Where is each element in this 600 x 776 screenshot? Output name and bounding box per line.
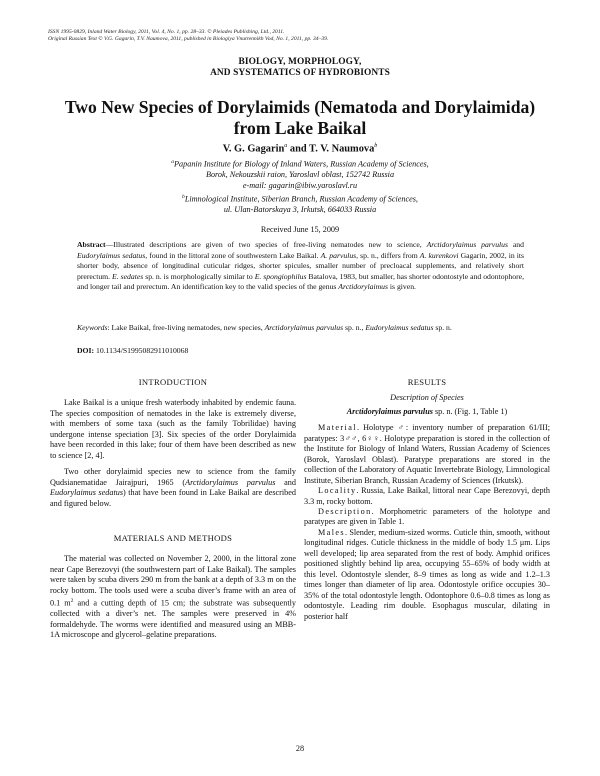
species-name: E. sedates: [112, 271, 144, 281]
locality-text: . Russia, Lake Baikal, littoral near Cape Berezovyi, depth 3.3 m, rocky bottom.: [304, 486, 550, 506]
right-column: [304, 377, 550, 622]
keywords-label: Keywords: [77, 323, 108, 332]
species-heading-rest: sp. n. (Fig. 1, Table 1): [432, 406, 508, 416]
affiliation-a-line-2: Borok, Nekouzskii raion, Yaroslavl oblast, 152742 Russia: [205, 170, 395, 180]
abstract-text-3: , found in the littoral zone of southwestern Lake Baikal.: [145, 250, 321, 260]
page-number: 28: [295, 744, 305, 753]
locality-paragraph: [304, 486, 550, 507]
keyword-species: Eudorylaimus sedatus: [365, 323, 434, 332]
section-heading: [0, 57, 600, 79]
abstract-text-8: is given.: [387, 282, 416, 291]
species-name: Arctidorylaimus parvulus: [346, 406, 433, 416]
species-name: Eudorylaimus sedatus: [77, 250, 146, 260]
author-email: e-mail: gagarin@ibiw.yaroslavl.ru: [242, 180, 358, 190]
keywords-text-2: sp. n.,: [343, 323, 366, 332]
material-text: . Holotype ♂: inventory number of preparation 61/III; paratypes: 3♂♂, 6♀♀. Holotype preparation is stored in the collection of the Institute for Biology of Inland Waters, Russian Academy of Sciences (Borok, Yaroslavl Oblast). Paratype preparations are stored in the collection of the Laboratory of Aquatic Invertebrate Biology, Limnological Institute, Siberian Branch, Russian Academy of Sciences (Irkutsk).: [304, 423, 550, 485]
description-paragraph: [304, 507, 550, 528]
keyword-species: Arctidorylaimus parvulus: [264, 323, 344, 332]
abstract-text-7: Batalova, 1983, but smaller, has shorter odontostyle and odontophore, and longer tail and prerectum. An identification key to the valid species of the genus: [77, 271, 524, 291]
species-name: A. parvulus,: [320, 250, 359, 260]
keywords: [77, 323, 524, 334]
affiliation-b-line-2: ul. Ulan-Batorskaya 3, Irkutsk, 664033 Russia: [223, 204, 377, 214]
description-text: . Morphometric parameters of the holotype and paratypes are given in Table 1.: [304, 506, 550, 527]
left-column: [50, 377, 296, 641]
author-1: V. G. Gagarin: [222, 143, 285, 155]
journal-header: [48, 29, 328, 43]
affiliations: [80, 157, 520, 215]
material-paragraph: [304, 423, 550, 486]
species-name: E. spongiophilus: [254, 271, 307, 281]
affiliation-a-mark: a: [171, 159, 175, 165]
affiliation-a-text: Papanin Institute for Biology of Inland Waters, Russian Academy of Sciences,: [174, 159, 429, 169]
abstract-text-6: sp. n. is morphologically similar to: [143, 271, 255, 281]
keywords-text-3: sp. n.: [433, 323, 452, 332]
males-paragraph: [304, 528, 550, 622]
affiliation-b-mark: b: [182, 193, 185, 200]
author-2: T. V. Naumova: [309, 143, 375, 155]
abstract-text-4: sp. n., differs from: [358, 250, 420, 260]
locality-label: Locality: [318, 486, 357, 496]
species-name: A. kurenkovi: [419, 250, 459, 260]
journal-header-line-2: Original Russian Text © V.G. Gagarin, T.V. Naumova, 2011, published in Biologiya Vnutrennikh Vod, No. 1, 2011, pp. 34–39.: [48, 36, 329, 42]
author-1-affil-mark: a: [284, 143, 288, 149]
abstract: [77, 240, 524, 293]
keywords-text-1: : Lake Baikal, free-living nematodes, new species,: [107, 323, 265, 332]
intro-paragraph-2: [50, 467, 296, 509]
journal-header-line-1: ISSN 1995-0829, Inland Water Biology, 2011, Vol. 4, No. 1, pp. 28–33. © Pleiades Publishing, Ltd., 2011.: [48, 29, 285, 35]
intro-paragraph-2-text-3: ) that have been found in Lake Baikal are described and figured below.: [50, 488, 296, 508]
males-text: . Slender, medium-sized worms. Cuticle thin, smooth, without longitudinal ridges. Cuticle thickness in the middle of body 1.5 μm. Lips well developed; lip area separated from the rest of body. Amphid orifices positioned slightly behind lip area, occupying 55–65% of body width at this level. Odontostyle slender, 8–9 times as long as wide and 1.2–1.3 times longer than diameter of lip area. Odontostyle orifice occupies 30–35% of the total odontostyle length. Odontophore 0.6–0.8 times as long as odontostyle. Leading rim double. Esophagus muscular, dilating in posterior half: [304, 527, 550, 621]
authors-and: and: [287, 143, 310, 155]
species-name: Arctidorylaimus parvulus: [185, 477, 276, 487]
species-name: Arctidorylaimus parvulus: [426, 240, 509, 249]
doi: [77, 346, 524, 357]
materials-paragraph: [50, 554, 296, 640]
intro-paragraph-1: Lake Baikal is a unique fresh waterbody inhabited by endemic fauna. The species composition of nematodes in the lake is extremely diverse, with members of some taxa (such as the family Tobrilidae) having undergone intense speciation [3]. Six species of the order Dorylaimida have been recorded in this lake; four of them have been described as new to science [2, 4].: [50, 398, 296, 460]
results-heading: RESULTS: [407, 377, 447, 387]
material-label: Material: [318, 423, 357, 433]
materials-text-1: The material was collected on November 2, 2000, in the littoral zone near Cape Berezovyi (the southwestern part of Lake Baikal). The samples were taken by scuba divers 290 m from the bank at a depth of 3.3 m on the rocky bottom. The tools used were a scuba diver’s frame with an area of 0.1 m: [50, 554, 296, 608]
genus-name: Arctidorylaimus: [338, 282, 388, 291]
section-heading-line-1: BIOLOGY, MORPHOLOGY,: [238, 57, 362, 67]
abstract-text-5: Gagarin, 2002, in its shorter body, absence of longitudinal cuticular ridges, shorter spicules, smaller number of precloacal supplements, and relatively short prerectum.: [77, 250, 525, 281]
article-title-line-1: Two New Species of Dorylaimids (Nematoda and Dorylaimida): [64, 97, 536, 117]
affiliation-a-line-1: [80, 157, 520, 170]
affiliation-b-line-1: [80, 192, 520, 205]
materials-methods-heading: MATERIALS AND METHODS: [113, 532, 233, 543]
description-heading: Description of Species: [390, 393, 464, 403]
affiliation-b-text: Limnological Institute, Siberian Branch, Russian Academy of Sciences,: [184, 194, 418, 204]
article-title: [40, 97, 560, 138]
section-heading-line-2: AND SYSTEMATICS OF HYDROBIONTS: [210, 68, 390, 78]
males-label: Males: [318, 527, 346, 537]
article-title-line-2: from Lake Baikal: [233, 117, 367, 138]
introduction-heading: INTRODUCTION: [138, 377, 208, 387]
intro-paragraph-2-text-1: Two other dorylaimid species new to science from the family Qudsianematidae Jairajpuri, 1965 (: [50, 467, 296, 487]
authors: [0, 143, 600, 154]
description-label: Description: [318, 506, 372, 516]
author-2-affil-mark: b: [374, 143, 378, 149]
received-date: Received June 15, 2009: [260, 225, 340, 234]
doi-label: DOI:: [77, 346, 95, 355]
doi-value: 10.1134/S1995082911010068: [94, 346, 189, 355]
materials-text-2: and a cutting depth of 15 cm; the substrate was subsequently collected with a diver’s net. The samples were preserved in 4% formaldehyde. The worms were identified and measured using an MBB-1A microscope and glycerol–gelatine preparations.: [50, 598, 297, 640]
abstract-text-1: —Illustrated descriptions are given of two species of free-living nematodes new to science,: [105, 240, 427, 249]
abstract-label: Abstract: [77, 240, 106, 249]
abstract-text-2: and: [508, 240, 524, 249]
superscript: 2: [70, 598, 74, 605]
intro-paragraph-2-text-2: and: [275, 477, 296, 487]
species-heading: [304, 407, 550, 417]
species-name: Eudorylaimus sedatus: [50, 488, 123, 498]
